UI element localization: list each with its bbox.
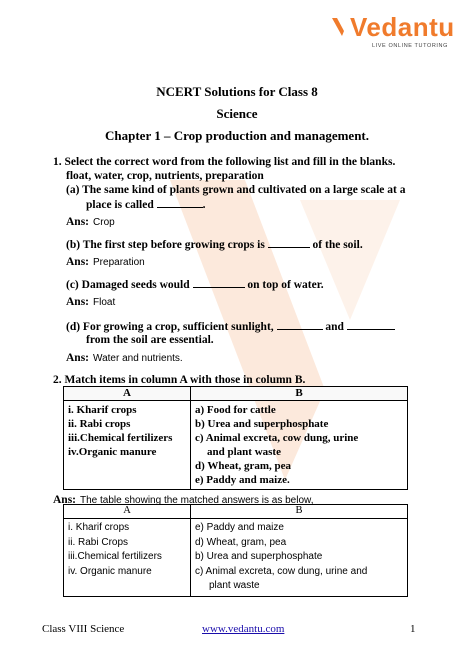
match-table (63, 386, 408, 490)
list-item: ii. Rabi crops (68, 418, 131, 430)
list-item: a) Food for cattle (195, 404, 276, 416)
list-item: b) Urea and superphosphate (195, 418, 329, 430)
table-header-row (64, 505, 408, 519)
q1c-answer: Ans: Float (66, 296, 116, 308)
q1-word-list: float, water, crop, nutrients, preparation (66, 170, 264, 182)
fill-blank (277, 320, 323, 330)
answer-table (63, 504, 408, 597)
fill-blank (268, 238, 310, 248)
logo-tagline: LIVE ONLINE TUTORING (372, 43, 448, 49)
fill-blank (193, 278, 245, 288)
list-item: plant waste (209, 580, 260, 591)
q1d-line1: (d) For growing a crop, sufficient sunlight, and (66, 320, 395, 333)
q1d-answer: Ans: Water and nutrients. (66, 352, 183, 364)
footer-class-label: Class VIII Science (42, 623, 125, 635)
chapter-heading: Chapter 1 – Crop production and management. (105, 128, 369, 143)
col-a-header: A (64, 387, 191, 401)
vedantu-logo (330, 12, 458, 58)
page-number: 1 (410, 623, 416, 635)
q1-prompt: 1. Select the correct word from the following list and fill in the blanks. (53, 156, 396, 168)
list-item: ii. Rabi Crops (68, 536, 129, 548)
q1b-answer: Ans: Preparation (66, 256, 145, 268)
table-row (64, 519, 408, 597)
logo-wordmark: Vedantu (350, 12, 455, 42)
q1b-line1: (b) The first step before growing crops is of the soil. (66, 239, 363, 251)
list-item: c) Animal excreta, cow dung, urine and (195, 565, 368, 577)
list-item: b) Urea and superphosphate (195, 551, 323, 562)
subject-heading: Science (216, 106, 258, 121)
list-item: i. Kharif crops (68, 404, 137, 416)
list-item: d) Wheat, gram, pea (195, 460, 292, 472)
footer-website-link[interactable]: www.vedantu.com (202, 623, 285, 635)
page-title: NCERT Solutions for Class 8 (156, 84, 318, 99)
q2-answer-intro: Ans: The table showing the matched answers is as below, (53, 494, 314, 506)
list-item: d) Wheat, gram, pea (195, 536, 287, 548)
table-header-row (64, 387, 408, 401)
col-a-header: A (64, 505, 191, 519)
fill-blank (157, 198, 203, 208)
q1a-line2: place is called . (86, 199, 206, 211)
q2-prompt: 2. Match items in column A with those in column B. (53, 374, 306, 386)
list-item: c) Animal excreta, cow dung, urine (195, 432, 359, 444)
list-item: i. Kharif crops (68, 522, 130, 533)
col-a-cell (64, 401, 191, 490)
list-item: iv. Organic manure (68, 565, 152, 577)
col-b-cell (191, 519, 408, 597)
q1a-line1: (a) The same kind of plants grown and cultivated on a large scale at a (66, 184, 406, 196)
q1c-line1: (c) Damaged seeds would on top of water. (66, 279, 324, 291)
list-item: iii.Chemical fertilizers (68, 551, 162, 562)
col-a-cell (64, 519, 191, 597)
list-item: e) Paddy and maize. (195, 474, 290, 486)
q1a-answer: Ans: Crop (66, 216, 115, 228)
q1d-line2: from the soil are essential. (86, 334, 214, 346)
list-item: e) Paddy and maize (195, 522, 284, 533)
col-b-header: B (191, 505, 408, 519)
list-item: and plant waste (207, 446, 281, 458)
list-item: iii.Chemical fertilizers (68, 432, 173, 444)
table-row (64, 401, 408, 490)
list-item: iv.Organic manure (68, 446, 157, 458)
col-b-cell (191, 401, 408, 490)
col-b-header: B (191, 387, 408, 401)
fill-blank (347, 320, 395, 330)
